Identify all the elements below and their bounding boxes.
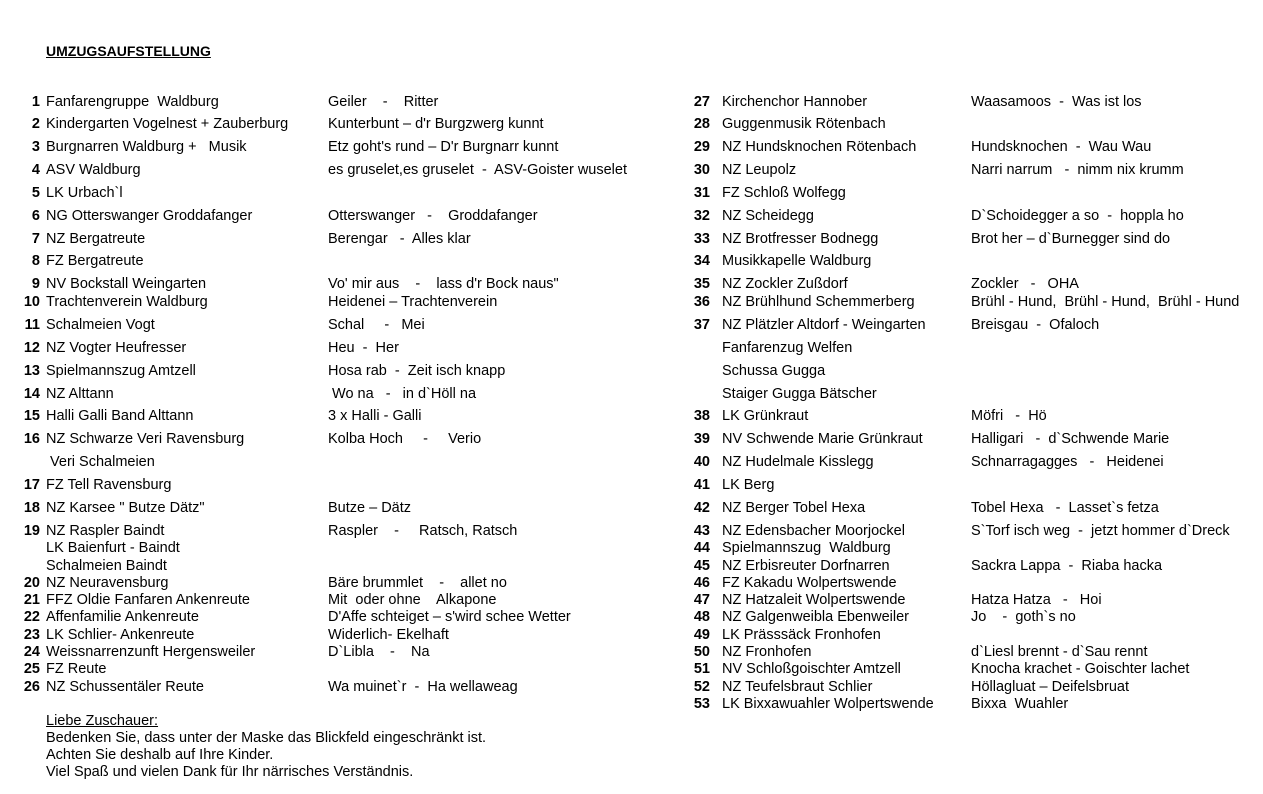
entry-group-name: NZ Teufelsbraut Schlier bbox=[722, 679, 873, 695]
entry-group-name: Halli Galli Band Alttann bbox=[46, 408, 194, 424]
entry-group-name: Spielmannszug Waldburg bbox=[722, 540, 891, 556]
entry-number: 40 bbox=[693, 454, 710, 470]
entry-motto: Vo' mir aus - lass d'r Bock naus" bbox=[328, 276, 559, 292]
entry-number: 50 bbox=[693, 644, 710, 660]
entry-motto: Berengar - Alles klar bbox=[328, 231, 471, 247]
entry-number: 9 bbox=[31, 276, 40, 292]
document-title: UMZUGSAUFSTELLUNG bbox=[46, 43, 211, 59]
entry-number: 37 bbox=[693, 317, 710, 333]
entry-group-name: NZ Vogter Heufresser bbox=[46, 340, 187, 356]
entry-motto: d`Liesl brennt - d`Sau rennt bbox=[971, 644, 1148, 660]
entry-motto: Raspler - Ratsch, Ratsch bbox=[328, 523, 518, 539]
footer-line: Bedenken Sie, dass unter der Maske das Blickfeld eingeschränkt ist. bbox=[46, 730, 487, 746]
entry-number: 38 bbox=[693, 408, 710, 424]
entry-motto: Knocha krachet - Goischter lachet bbox=[971, 661, 1190, 677]
entry-group-name: LK Baienfurt - Baindt bbox=[46, 540, 180, 556]
entry-group-name: FZ Tell Ravensburg bbox=[46, 477, 172, 493]
entry-motto: Heidenei – Trachtenverein bbox=[328, 294, 498, 310]
entry-group-name: NZ Hundsknochen Rötenbach bbox=[722, 139, 917, 155]
entry-group-name: NZ Karsee " Butze Dätz" bbox=[46, 500, 205, 516]
entry-number: 46 bbox=[693, 575, 710, 591]
entry-group-name: Burgnarren Waldburg + Musik bbox=[46, 139, 247, 155]
entry-number: 20 bbox=[23, 575, 40, 591]
entry-number: 45 bbox=[693, 558, 710, 574]
entry-group-name: NZ Hudelmale Kisslegg bbox=[722, 454, 874, 470]
entry-motto: Bixxa Wuahler bbox=[971, 696, 1069, 712]
entry-number: 22 bbox=[23, 609, 40, 625]
entry-group-name: Spielmannszug Amtzell bbox=[46, 363, 196, 379]
entry-group-name: Fanfarenzug Welfen bbox=[722, 340, 853, 356]
entry-number: 3 bbox=[31, 139, 40, 155]
entry-motto: Schal - Mei bbox=[328, 317, 425, 333]
entry-motto: Möfri - Hö bbox=[971, 408, 1047, 424]
entry-number: 44 bbox=[693, 540, 710, 556]
entry-motto: Jo - goth`s no bbox=[971, 609, 1076, 625]
entry-number: 43 bbox=[693, 523, 710, 539]
entry-motto: Hundsknochen - Wau Wau bbox=[971, 139, 1152, 155]
entry-motto: Sackra Lappa - Riaba hacka bbox=[971, 558, 1163, 574]
entry-group-name: LK Bixxawuahler Wolpertswende bbox=[722, 696, 934, 712]
entry-group-name: NZ Plätzler Altdorf - Weingarten bbox=[722, 317, 926, 333]
entry-motto: Tobel Hexa - Lasset`s fetza bbox=[971, 500, 1159, 516]
entry-number: 33 bbox=[693, 231, 710, 247]
entry-number: 53 bbox=[693, 696, 710, 712]
entry-motto: Narri narrum - nimm nix krumm bbox=[971, 162, 1184, 178]
entry-number: 41 bbox=[693, 477, 710, 493]
entry-group-name: NZ Bergatreute bbox=[46, 231, 146, 247]
entry-number: 31 bbox=[693, 185, 710, 201]
entry-number: 47 bbox=[693, 592, 710, 608]
entry-number: 21 bbox=[23, 592, 40, 608]
entry-number: 26 bbox=[23, 679, 40, 695]
entry-group-name: ASV Waldburg bbox=[46, 162, 141, 178]
entry-motto: Höllagluat – Deifelsbruat bbox=[971, 679, 1129, 695]
entry-motto: Hosa rab - Zeit isch knapp bbox=[328, 363, 506, 379]
entry-group-name: NZ Neuravensburg bbox=[46, 575, 169, 591]
entry-number: 2 bbox=[31, 116, 40, 132]
entry-motto: Widerlich- Ekelhaft bbox=[328, 627, 449, 643]
entry-group-name: Schussa Gugga bbox=[722, 363, 826, 379]
entry-number: 35 bbox=[693, 276, 710, 292]
entry-motto: Brühl - Hund, Brühl - Hund, Brühl - Hund bbox=[971, 294, 1240, 310]
entry-motto: es gruselet,es gruselet - ASV-Goister wuselet bbox=[328, 162, 627, 178]
entry-number: 1 bbox=[31, 94, 40, 110]
entry-group-name: NZ Schwarze Veri Ravensburg bbox=[46, 431, 245, 447]
entry-number: 42 bbox=[693, 500, 710, 516]
footer-line: Achten Sie deshalb auf Ihre Kinder. bbox=[46, 747, 274, 763]
entry-number: 18 bbox=[23, 500, 40, 516]
entry-number: 15 bbox=[23, 408, 40, 424]
entry-number: 8 bbox=[31, 253, 40, 269]
footer-heading: Liebe Zuschauer: bbox=[46, 713, 159, 729]
entry-number: 49 bbox=[693, 627, 710, 643]
entry-motto: D`Libla - Na bbox=[328, 644, 430, 660]
entry-motto: Zockler - OHA bbox=[971, 276, 1079, 292]
entry-number: 52 bbox=[693, 679, 710, 695]
entry-group-name: LK Grünkraut bbox=[722, 408, 809, 424]
entry-motto: Geiler - Ritter bbox=[328, 94, 439, 110]
entry-number: 6 bbox=[31, 208, 40, 224]
entry-motto: D`Schoidegger a so - hoppla ho bbox=[971, 208, 1184, 224]
entry-motto: Etz goht's rund – D'r Burgnarr kunnt bbox=[328, 139, 559, 155]
entry-number: 4 bbox=[31, 162, 40, 178]
entry-group-name: NZ Hatzaleit Wolpertswende bbox=[722, 592, 906, 608]
entry-number: 14 bbox=[23, 386, 40, 402]
entry-motto: Schnarragagges - Heidenei bbox=[971, 454, 1164, 470]
entry-group-name: NG Otterswanger Groddafanger bbox=[46, 208, 253, 224]
entry-group-name: FFZ Oldie Fanfaren Ankenreute bbox=[46, 592, 250, 608]
entry-group-name: NZ Brühlhund Schemmerberg bbox=[722, 294, 915, 310]
entry-number: 36 bbox=[693, 294, 710, 310]
entry-group-name: NZ Leupolz bbox=[722, 162, 797, 178]
entry-group-name: Weissnarrenzunft Hergensweiler bbox=[46, 644, 256, 660]
entry-motto: Wa muinet`r - Ha wellaweag bbox=[328, 679, 518, 695]
entry-number: 32 bbox=[693, 208, 710, 224]
entry-number: 23 bbox=[23, 627, 40, 643]
entry-group-name: NV Schloßgoischter Amtzell bbox=[722, 661, 901, 677]
entry-group-name: NZ Brotfresser Bodnegg bbox=[722, 231, 879, 247]
entry-motto: Heu - Her bbox=[328, 340, 399, 356]
entry-group-name: FZ Bergatreute bbox=[46, 253, 144, 269]
entry-number: 24 bbox=[23, 644, 40, 660]
entry-motto: D'Affe schteiget – s'wird schee Wetter bbox=[328, 609, 571, 625]
entry-number: 30 bbox=[693, 162, 710, 178]
entry-motto: Brot her – d`Burnegger sind do bbox=[971, 231, 1171, 247]
entry-group-name: Schalmeien Vogt bbox=[46, 317, 155, 333]
entry-group-name: LK Urbach`l bbox=[46, 185, 123, 201]
entry-motto: Halligari - d`Schwende Marie bbox=[971, 431, 1170, 447]
entry-group-name: NZ Schussentäler Reute bbox=[46, 679, 204, 695]
entry-group-name: FZ Schloß Wolfegg bbox=[722, 185, 846, 201]
entry-number: 13 bbox=[23, 363, 40, 379]
entry-group-name: Veri Schalmeien bbox=[46, 454, 155, 470]
entry-group-name: NZ Erbisreuter Dorfnarren bbox=[722, 558, 890, 574]
entry-motto: 3 x Halli - Galli bbox=[328, 408, 422, 424]
entry-number: 19 bbox=[23, 523, 40, 539]
entry-group-name: Musikkapelle Waldburg bbox=[722, 253, 872, 269]
entry-group-name: NZ Zockler Zußdorf bbox=[722, 276, 848, 292]
footer-line: Viel Spaß und vielen Dank für Ihr närrisches Verständnis. bbox=[46, 764, 414, 780]
entry-group-name: NZ Raspler Baindt bbox=[46, 523, 165, 539]
entry-group-name: Schalmeien Baindt bbox=[46, 558, 167, 574]
entry-group-name: Fanfarengruppe Waldburg bbox=[46, 94, 219, 110]
entry-number: 27 bbox=[693, 94, 710, 110]
entry-motto: Butze – Dätz bbox=[328, 500, 412, 516]
entry-motto: Mit oder ohne Alkapone bbox=[328, 592, 497, 608]
entry-motto: Bäre brummlet - allet no bbox=[328, 575, 507, 591]
entry-number: 34 bbox=[693, 253, 710, 269]
entry-number: 25 bbox=[23, 661, 40, 677]
entry-group-name: Trachtenverein Waldburg bbox=[46, 294, 208, 310]
entry-motto: Wo na - in d`Höll na bbox=[328, 386, 477, 402]
entry-number: 51 bbox=[693, 661, 710, 677]
entry-group-name: Kirchenchor Hannober bbox=[722, 94, 868, 110]
entry-group-name: LK Schlier- Ankenreute bbox=[46, 627, 195, 643]
entry-number: 7 bbox=[31, 231, 40, 247]
entry-group-name: NZ Galgenweibla Ebenweiler bbox=[722, 609, 909, 625]
entry-number: 39 bbox=[693, 431, 710, 447]
entry-motto: Kunterbunt – d'r Burgzwerg kunnt bbox=[328, 116, 544, 132]
entry-number: 17 bbox=[23, 477, 40, 493]
entry-group-name: NV Bockstall Weingarten bbox=[46, 276, 207, 292]
entry-group-name: NZ Scheidegg bbox=[722, 208, 814, 224]
entry-number: 5 bbox=[31, 185, 40, 201]
entry-number: 12 bbox=[23, 340, 40, 356]
entry-group-name: FZ Reute bbox=[46, 661, 107, 677]
footer-note bbox=[46, 713, 486, 781]
entry-group-name: NZ Edensbacher Moorjockel bbox=[722, 523, 905, 539]
entry-number: 28 bbox=[693, 116, 710, 132]
entry-group-name: FZ Kakadu Wolpertswende bbox=[722, 575, 897, 591]
entry-motto: S`Torf isch weg - jetzt hommer d`Dreck bbox=[971, 523, 1230, 539]
entry-group-name: NZ Fronhofen bbox=[722, 644, 812, 660]
entry-number: 16 bbox=[23, 431, 40, 447]
entry-group-name: Staiger Gugga Bätscher bbox=[722, 386, 877, 402]
entry-number: 10 bbox=[23, 294, 40, 310]
entry-group-name: NZ Berger Tobel Hexa bbox=[722, 500, 866, 516]
entry-motto: Otterswanger - Groddafanger bbox=[328, 208, 538, 224]
entry-motto: Kolba Hoch - Verio bbox=[328, 431, 482, 447]
entry-number: 11 bbox=[24, 317, 40, 333]
entry-group-name: LK Berg bbox=[722, 477, 775, 493]
entry-motto: Breisgau - Ofaloch bbox=[971, 317, 1100, 333]
entry-group-name: Guggenmusik Rötenbach bbox=[722, 116, 886, 132]
entry-number: 29 bbox=[693, 139, 710, 155]
entry-group-name: NZ Alttann bbox=[46, 386, 114, 402]
entry-group-name: Affenfamilie Ankenreute bbox=[46, 609, 199, 625]
entry-group-name: Kindergarten Vogelnest + Zauberburg bbox=[46, 116, 289, 132]
entry-motto: Waasamoos - Was ist los bbox=[971, 94, 1142, 110]
entry-motto: Hatza Hatza - Hoi bbox=[971, 592, 1102, 608]
entry-number: 48 bbox=[693, 609, 710, 625]
entry-group-name: LK Prässsäck Fronhofen bbox=[722, 627, 881, 643]
entry-group-name: NV Schwende Marie Grünkraut bbox=[722, 431, 923, 447]
